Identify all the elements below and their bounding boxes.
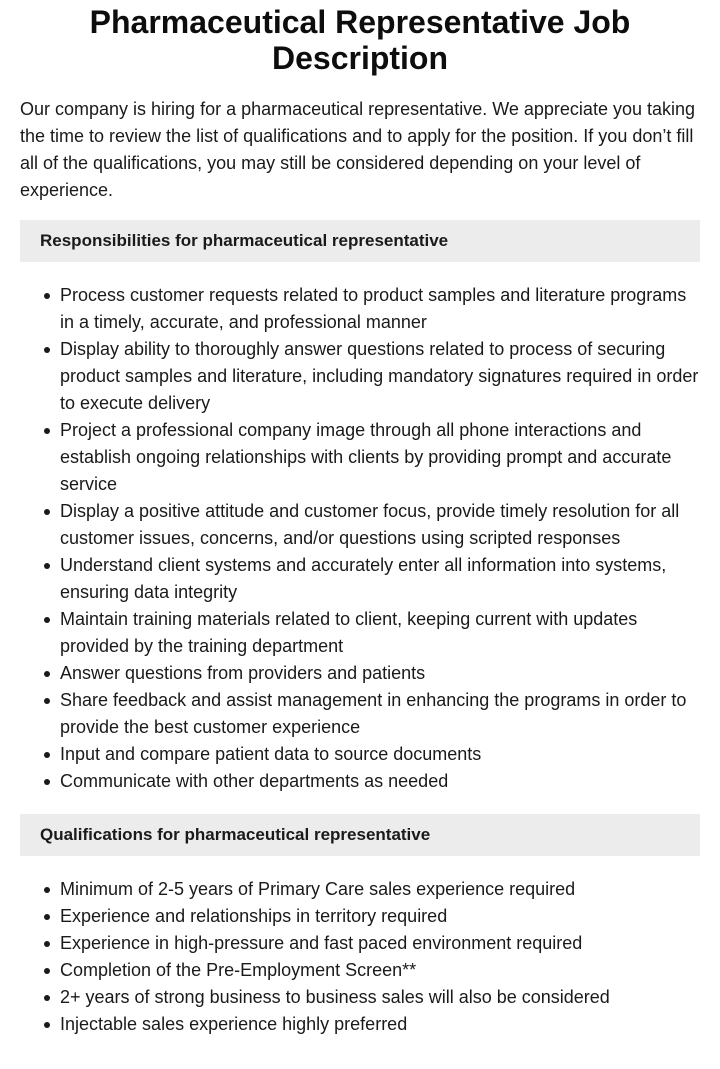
list-item-text: Experience and relationships in territory required bbox=[60, 906, 448, 926]
list-item-text: Experience in high-pressure and fast paced environment required bbox=[60, 933, 583, 953]
list-item bbox=[60, 606, 700, 660]
bullet-icon bbox=[44, 428, 50, 434]
bullet-icon bbox=[44, 941, 50, 947]
list-item bbox=[60, 336, 700, 417]
bullet-icon bbox=[44, 698, 50, 704]
intro-paragraph: Our company is hiring for a pharmaceutical representative. We appreciate you taking the time to review the list of qualifications and to apply for the position. If you don’t fill all of the qualifications, you may still be considered depending on your level of experience. bbox=[20, 99, 696, 200]
qualifications-list bbox=[20, 876, 700, 1038]
list-item bbox=[60, 984, 700, 1011]
job-description-page bbox=[0, 4, 720, 1038]
list-item bbox=[60, 876, 700, 903]
list-item bbox=[60, 957, 700, 984]
list-item-text: Injectable sales experience highly preferred bbox=[60, 1014, 408, 1034]
list-item bbox=[60, 498, 700, 552]
list-item-text: Input and compare patient data to source documents bbox=[60, 744, 482, 764]
list-item-text: Understand client systems and accurately enter all information into systems, ensuring data integrity bbox=[60, 555, 667, 602]
bullet-icon bbox=[44, 995, 50, 1001]
list-item bbox=[60, 552, 700, 606]
bullet-icon bbox=[44, 347, 50, 353]
list-item-text: Process customer requests related to product samples and literature programs in a timely, accurate, and professional manner bbox=[60, 285, 687, 332]
qualifications-header bbox=[20, 814, 700, 856]
responsibilities-list bbox=[20, 282, 700, 795]
list-item-text: 2+ years of strong business to business sales will also be considered bbox=[60, 987, 610, 1007]
list-item bbox=[60, 903, 700, 930]
list-item-text: Communicate with other departments as needed bbox=[60, 771, 449, 791]
list-item bbox=[60, 687, 700, 741]
bullet-icon bbox=[44, 779, 50, 785]
list-item-text: Completion of the Pre-Employment Screen** bbox=[60, 960, 417, 980]
list-item bbox=[60, 768, 700, 795]
bullet-icon bbox=[44, 509, 50, 515]
bullet-icon bbox=[44, 671, 50, 677]
list-item bbox=[60, 930, 700, 957]
list-item-text: Display ability to thoroughly answer questions related to process of securing product samples and literature, including mandatory signatures required in order to execute delivery bbox=[60, 339, 699, 413]
bullet-icon bbox=[44, 887, 50, 893]
bullet-icon bbox=[44, 563, 50, 569]
bullet-icon bbox=[44, 293, 50, 299]
bullet-icon bbox=[44, 752, 50, 758]
responsibilities-heading: Responsibilities for pharmaceutical representative bbox=[40, 231, 449, 250]
list-item bbox=[60, 1011, 700, 1038]
list-item bbox=[60, 282, 700, 336]
list-item-text: Project a professional company image through all phone interactions and establish ongoing relationships with clients by providing prompt and accurate service bbox=[60, 420, 672, 494]
bullet-icon bbox=[44, 617, 50, 623]
bullet-icon bbox=[44, 914, 50, 920]
responsibilities-header bbox=[20, 220, 700, 262]
bullet-icon bbox=[44, 968, 50, 974]
list-item bbox=[60, 417, 700, 498]
list-item-text: Answer questions from providers and patients bbox=[60, 663, 426, 683]
bullet-icon bbox=[44, 1022, 50, 1028]
qualifications-heading: Qualifications for pharmaceutical representative bbox=[40, 825, 431, 844]
page-title: Pharmaceutical Representative Job Description bbox=[89, 4, 631, 76]
list-item-text: Maintain training materials related to client, keeping current with updates provided by the training department bbox=[60, 609, 638, 656]
list-item-text: Share feedback and assist management in enhancing the programs in order to provide the best customer experience bbox=[60, 690, 687, 737]
list-item-text: Display a positive attitude and customer focus, provide timely resolution for all customer issues, concerns, and/or questions using scripted responses bbox=[60, 501, 680, 548]
list-item-text: Minimum of 2-5 years of Primary Care sales experience required bbox=[60, 879, 576, 899]
list-item bbox=[60, 660, 700, 687]
list-item bbox=[60, 741, 700, 768]
